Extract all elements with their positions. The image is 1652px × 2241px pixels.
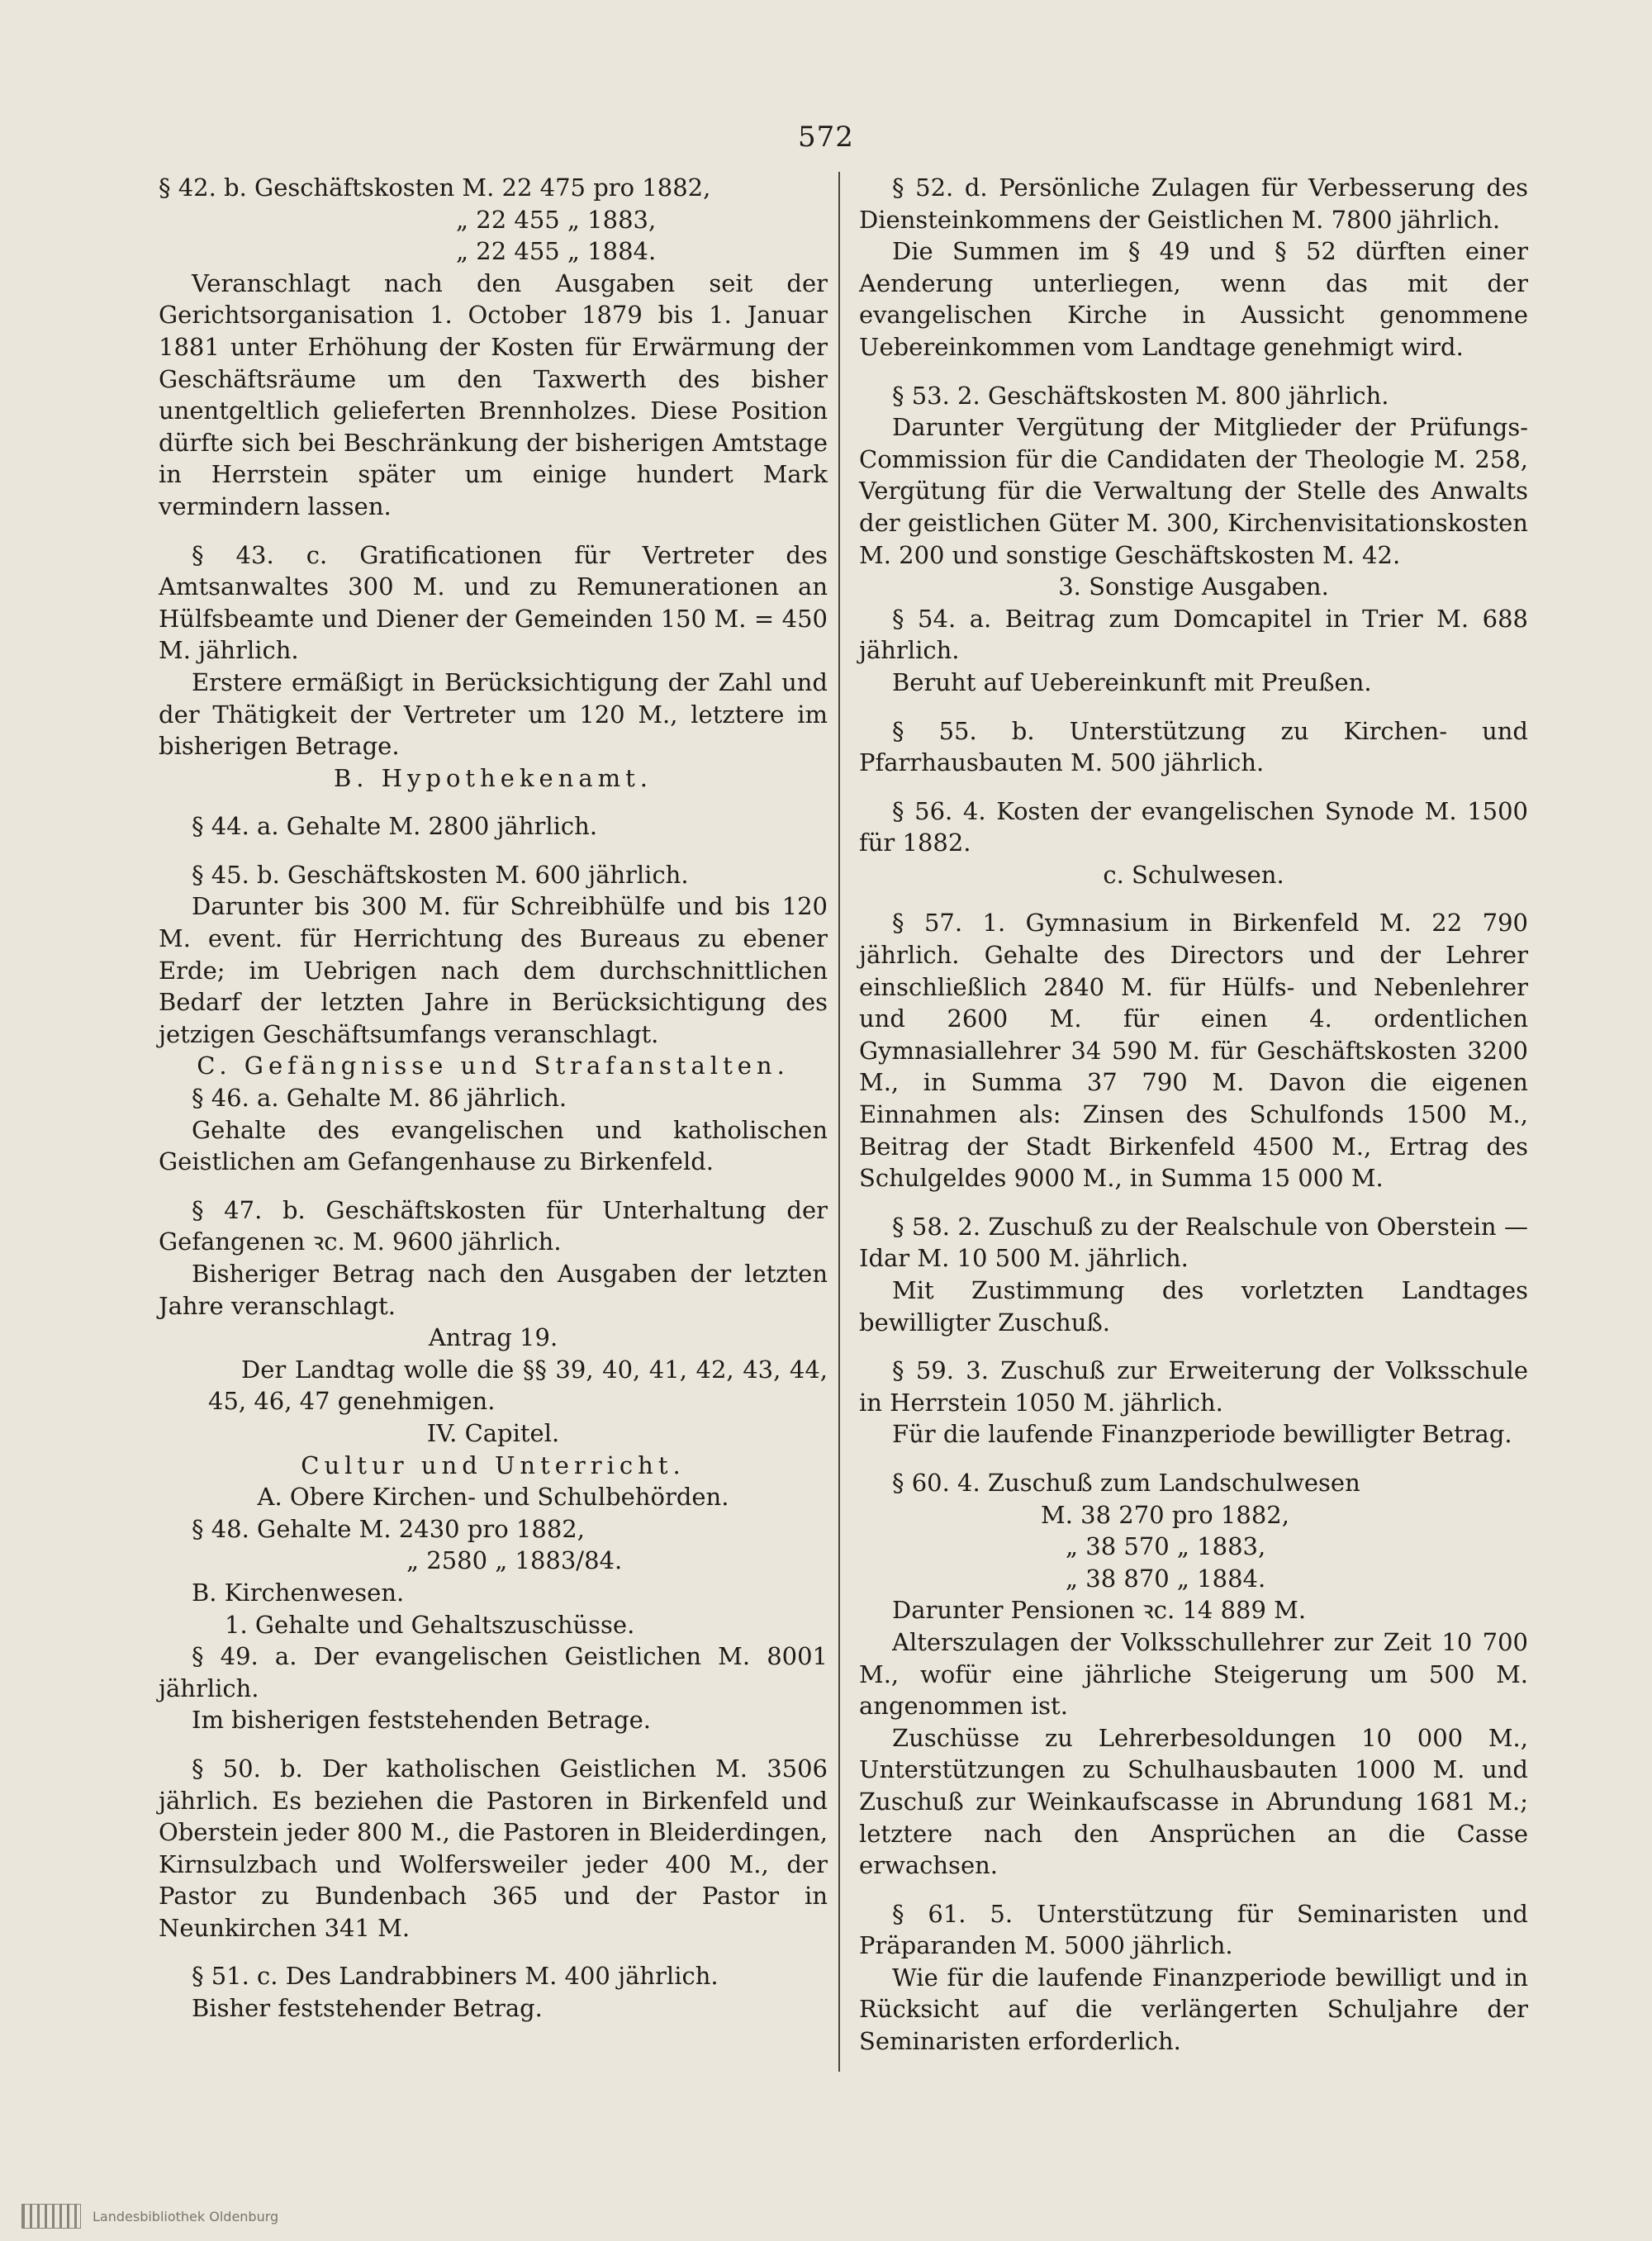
- amount-line: „ 38 570 „ 1883,: [1066, 1532, 1266, 1561]
- paragraph: Beruht auf Uebereinkunft mit Preußen.: [892, 667, 1372, 696]
- right-column: [859, 172, 1528, 2058]
- paragraph: Der Landtag wolle die §§ 39, 40, 41, 42, 43, 44, 45, 46, 47 genehmigen.: [208, 1355, 828, 1416]
- paragraph: § 43. c. Gratificationen für Vertreter des Amtsanwaltes 300 M. und zu Remunerationen an Hülfsbeamte und Diener der Gemeinden 150 M. = 450 M. jährlich.: [159, 540, 828, 665]
- paragraph: Darunter Vergütung der Mitglieder der Prüfungs-Commission für die Candidaten der Theologie M. 258, Vergütung für die Verwaltung der Stelle des Anwalts der geistlichen Güter M. 300, Kirchenvisitationskosten M. 200 und sonstige Geschäftskosten M. 42.: [859, 413, 1528, 569]
- paragraph: § 59. 3. Zuschuß zur Erweiterung der Volksschule in Herrstein 1050 M. jährlich.: [859, 1356, 1528, 1417]
- paragraph: Mit Zustimmung des vorletzten Landtages bewilligter Zuschuß.: [859, 1276, 1528, 1337]
- paragraph: § 57. 1. Gymnasium in Birkenfeld M. 22 790 jährlich. Gehalte des Directors und der Lehrer einschließlich 2840 M. für Hülfs- und Nebenlehrer und 2600 M. für einen 4. ordentlichen Gymnasiallehrer 34 590 M. für Geschäftskosten 3200 M., in Summa 37 790 M. Davon die eigenen Einnahmen als: Zinsen des Schulfonds 1500 M., Beitrag der Stadt Birkenfeld 4500 M., Ertrag des Schulgeldes 9000 M., in Summa 15 000 M.: [859, 909, 1528, 1193]
- paragraph: Alterszulagen der Volksschullehrer zur Zeit 10 700 M., wofür eine jährliche Steigerung um 500 M. angenommen ist.: [859, 1627, 1528, 1721]
- paragraph: § 58. 2. Zuschuß zu der Realschule von Oberstein — Idar M. 10 500 M. jährlich.: [859, 1212, 1528, 1273]
- amount-line: „ 22 455 „ 1884.: [456, 237, 657, 266]
- paragraph: § 49. a. Der evangelischen Geistlichen M. 8001 jährlich.: [159, 1642, 828, 1702]
- paragraph: Die Summen im § 49 und § 52 dürften einer Aenderung unterliegen, wenn das mit der evangelischen Kirche in Aussicht genommene Uebereinkommen vom Landtage genehmigt wird.: [859, 237, 1528, 361]
- paragraph: § 60. 4. Zuschuß zum Landschulwesen: [892, 1468, 1360, 1497]
- section-heading: 1. Gehalte und Gehaltszuschüsse.: [225, 1610, 635, 1639]
- paragraph: § 52. d. Persönliche Zulagen für Verbesserung des Diensteinkommens der Geistlichen M. 7800 jährlich.: [859, 173, 1528, 234]
- section-heading: c. Schulwesen.: [1103, 860, 1284, 889]
- paragraph: § 42. b. Geschäftskosten M. 22 475 pro 1882,: [159, 173, 711, 202]
- paragraph: § 54. a. Beitrag zum Domcapitel in Trier M. 688 jährlich.: [859, 604, 1528, 665]
- library-logo-icon: [21, 2204, 81, 2229]
- amount-line: „ 22 455 „ 1883,: [456, 205, 657, 234]
- paragraph: Wie für die laufende Finanzperiode bewilligt und in Rücksicht auf die verlängerten Schuljahre der Seminaristen erforderlich.: [859, 1963, 1528, 2056]
- paragraph: § 46. a. Gehalte M. 86 jährlich.: [192, 1084, 567, 1113]
- paragraph: § 55. b. Unterstützung zu Kirchen- und Pfarrhausbauten M. 500 jährlich.: [859, 716, 1528, 777]
- paragraph: § 45. b. Geschäftskosten M. 600 jährlich.: [192, 860, 689, 889]
- paragraph: Darunter Pensionen ꝛc. 14 889 M.: [892, 1596, 1307, 1625]
- amount-line: M. 38 270 pro 1882,: [1041, 1500, 1289, 1529]
- paragraph: Darunter bis 300 M. für Schreibhülfe und bis 120 M. event. für Herrichtung des Bureaus zu ebener Erde; im Uebrigen nach dem durchschnittlichen Bedarf der letzten Jahre in Berücksichtigung des jetzigen Geschäftsumfangs veranschlagt.: [159, 892, 828, 1048]
- paragraph: Zuschüsse zu Lehrerbesoldungen 10 000 M., Unterstützungen zu Schulhausbauten 1000 M. und Zuschuß zur Weinkaufscasse in Abrundung 1681 M.; letztere nach den Ansprüchen an die Casse erwachsen.: [859, 1723, 1528, 1880]
- left-column: [159, 172, 828, 2025]
- library-name: Landesbibliothek Oldenburg: [93, 2208, 279, 2224]
- paragraph: § 50. b. Der katholischen Geistlichen M. 3506 jährlich. Es beziehen die Pastoren in Birkenfeld und Oberstein jeder 800 M., die Pastoren in Bleiderdingen, Kirnsulzbach und Wolfersweiler jeder 400 M., der Pastor zu Bundenbach 365 und der Pastor in Neunkirchen 341 M.: [159, 1754, 828, 1942]
- library-footer: [21, 2204, 278, 2229]
- paragraph: § 47. b. Geschäftskosten für Unterhaltung der Gefangenen ꝛc. M. 9600 jährlich.: [159, 1195, 828, 1256]
- paragraph: Erstere ermäßigt in Berücksichtigung der Zahl und der Thätigkeit der Vertreter um 120 M., letztere im bisherigen Betrage.: [159, 667, 828, 761]
- column-rule: [838, 172, 840, 2072]
- paragraph: Bisheriger Betrag nach den Ausgaben der letzten Jahre veranschlagt.: [159, 1260, 828, 1320]
- page-number: 572: [798, 121, 854, 154]
- section-heading: B. Hypothekenamt.: [333, 763, 653, 792]
- section-heading: B. Kirchenwesen.: [192, 1578, 405, 1607]
- amount-line: „ 2580 „ 1883/84.: [406, 1546, 623, 1575]
- paragraph: § 44. a. Gehalte M. 2800 jährlich.: [192, 812, 598, 841]
- paragraph: Gehalte des evangelischen und katholischen Geistlichen am Gefangenhause zu Birkenfeld.: [159, 1115, 828, 1176]
- section-heading: A. Obere Kirchen- und Schulbehörden.: [257, 1483, 729, 1512]
- paragraph: Veranschlagt nach den Ausgaben seit der Gerichtsorganisation 1. October 1879 bis 1. Januar 1881 unter Erhöhung der Kosten für Erwärmung der Geschäftsräume um den Taxwerth des bisher unentgeltlich gelieferten Brennholzes. Diese Position dürfte sich bei Beschränkung der bisherigen Amtstage in Herrstein später um einige hundert Mark vermindern lassen.: [159, 268, 828, 520]
- chapter-heading: IV. Capitel.: [426, 1418, 560, 1447]
- section-heading: C. Gefängnisse und Strafanstalten.: [197, 1052, 790, 1080]
- motion-heading: Antrag 19.: [428, 1323, 558, 1352]
- paragraph: Im bisherigen feststehenden Betrage.: [192, 1706, 651, 1735]
- paragraph: § 53. 2. Geschäftskosten M. 800 jährlich.: [892, 381, 1389, 410]
- paragraph: Bisher feststehender Betrag.: [192, 1994, 543, 2023]
- paragraph: § 61. 5. Unterstützung für Seminaristen und Präparanden M. 5000 jährlich.: [859, 1899, 1528, 1960]
- paragraph: § 48. Gehalte M. 2430 pro 1882,: [192, 1514, 585, 1543]
- paragraph: § 56. 4. Kosten der evangelischen Synode M. 1500 für 1882.: [859, 796, 1528, 857]
- paragraph: § 51. c. Des Landrabbiners M. 400 jährlich.: [192, 1962, 719, 1991]
- section-heading: 3. Sonstige Ausgaben.: [1058, 572, 1329, 601]
- amount-line: „ 38 870 „ 1884.: [1066, 1564, 1266, 1593]
- paragraph: Für die laufende Finanzperiode bewilligter Betrag.: [892, 1420, 1512, 1449]
- chapter-title: Cultur und Unterricht.: [301, 1450, 686, 1479]
